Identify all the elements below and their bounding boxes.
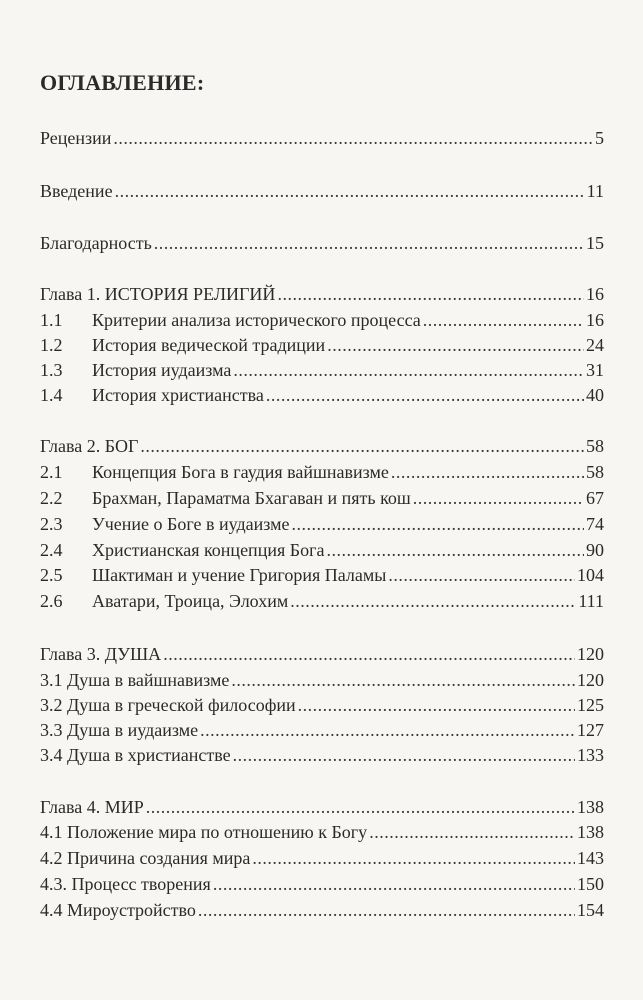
- toc-entry-page: 138: [577, 822, 604, 842]
- toc-dot-leader: [388, 563, 575, 587]
- toc-entry-page: 133: [577, 745, 604, 765]
- toc-section-1-2: [40, 333, 604, 357]
- toc-entry-page: 5: [595, 128, 604, 148]
- toc-entry-page: 127: [577, 720, 604, 740]
- toc-dot-leader: [327, 333, 584, 357]
- toc-entry-page: 90: [586, 540, 604, 560]
- toc-dot-leader: [290, 589, 576, 613]
- toc-entry-page: 58: [586, 462, 604, 482]
- toc-entry-page: 40: [586, 385, 604, 405]
- toc-entry-page: 125: [577, 695, 604, 715]
- toc-entry-page: 74: [586, 514, 604, 534]
- toc-chapter-1: [40, 282, 604, 306]
- toc-title: ОГЛАВЛЕНИЕ:: [40, 70, 205, 95]
- toc-chapter-4: [40, 795, 604, 819]
- toc-entry-acknowledgements: [40, 231, 604, 255]
- toc-dot-leader: [413, 486, 584, 510]
- toc-chapter-3: [40, 642, 604, 666]
- toc-entry-page: 24: [586, 335, 604, 355]
- toc-dot-leader: [266, 383, 584, 407]
- toc-entry-label: Рецензии: [40, 128, 112, 148]
- toc-entry-label: Благодарность: [40, 233, 152, 253]
- toc-entry-number: 2.1: [40, 462, 63, 482]
- toc-entry-label: История христианства: [92, 385, 264, 405]
- toc-entry-label: Брахман, Параматма Бхагаван и пять кош: [92, 488, 411, 508]
- toc-section-2-3: [40, 512, 604, 536]
- toc-entry-number: 2.5: [40, 565, 63, 585]
- toc-dot-leader: [326, 538, 584, 562]
- toc-dot-leader: [423, 308, 584, 332]
- toc-dot-leader: [163, 642, 575, 666]
- toc-entry-label: 4.3. Процесс творения: [40, 874, 211, 894]
- toc-entry-label: История ведической традиции: [92, 335, 326, 355]
- toc-entry-page: 120: [577, 670, 604, 690]
- toc-dot-leader: [213, 872, 575, 896]
- toc-entry-number: 1.3: [40, 360, 63, 380]
- toc-entry-label: 4.2 Причина создания мира: [40, 848, 251, 868]
- toc-section-4-2: [40, 846, 604, 870]
- toc-entry-label: Критерии анализа исторического процесса: [92, 310, 421, 330]
- toc-dot-leader: [198, 898, 575, 922]
- toc-entry-page: 67: [586, 488, 604, 508]
- toc-section-2-5: [40, 563, 604, 587]
- toc-section-2-6: [40, 589, 604, 613]
- toc-entry-label: Аватари, Троица, Элохим: [92, 591, 289, 611]
- toc-entry-label: Учение о Боге в иудаизме: [92, 514, 290, 534]
- toc-dot-leader: [231, 668, 575, 692]
- toc-entry-label: Христианская концепция Бога: [92, 540, 325, 560]
- toc-entry-number: 2.3: [40, 514, 63, 534]
- toc-entry-label: 3.2 Душа в греческой философии: [40, 695, 296, 715]
- toc-entry-label: Глава 1. ИСТОРИЯ РЕЛИГИЙ: [40, 284, 276, 304]
- toc-chapter-2: [40, 434, 604, 458]
- toc-section-4-4: [40, 898, 604, 922]
- toc-entry-number: 1.2: [40, 335, 63, 355]
- toc-section-1-1: [40, 308, 604, 332]
- toc-section-1-4: [40, 383, 604, 407]
- toc-dot-leader: [200, 718, 575, 742]
- toc-entry-page: 120: [577, 644, 604, 664]
- toc-section-1-3: [40, 358, 604, 382]
- toc-entry-page: 104: [577, 565, 604, 585]
- toc-entry-page: 11: [586, 181, 604, 201]
- toc-dot-leader: [292, 512, 584, 536]
- toc-entry-page: 58: [586, 436, 604, 456]
- toc-entry-label: 3.3 Душа в иудаизме: [40, 720, 199, 740]
- toc-entry-label: 3.1 Душа в вайшнавизме: [40, 670, 230, 690]
- toc-entry-label: Глава 4. МИР: [40, 797, 144, 817]
- toc-dot-leader: [146, 795, 575, 819]
- toc-entry-page: 16: [586, 310, 604, 330]
- toc-entry-introduction: [40, 179, 604, 203]
- toc-entry-page: 31: [586, 360, 604, 380]
- toc-entry-label: 3.4 Душа в христианстве: [40, 745, 231, 765]
- toc-entry-label: Введение: [40, 181, 113, 201]
- toc-section-3-2: [40, 693, 604, 717]
- toc-entry-number: 2.4: [40, 540, 63, 560]
- toc-section-2-1: [40, 460, 604, 484]
- toc-entry-label: История иудаизма: [92, 360, 232, 380]
- toc-entry-label: Шактиман и учение Григория Паламы: [92, 565, 387, 585]
- toc-dot-leader: [115, 179, 585, 203]
- toc-section-3-4: [40, 743, 604, 767]
- toc-entry-page: 143: [577, 848, 604, 868]
- toc-dot-leader: [252, 846, 575, 870]
- toc-entry-page: 154: [577, 900, 604, 920]
- toc-dot-leader: [277, 282, 584, 306]
- toc-entry-label: Глава 3. ДУША: [40, 644, 162, 664]
- toc-dot-leader: [113, 126, 593, 150]
- toc-entry-page: 16: [586, 284, 604, 304]
- toc-section-3-3: [40, 718, 604, 742]
- toc-entry-page: 150: [577, 874, 604, 894]
- toc-entry-page: 111: [578, 591, 604, 611]
- toc-section-4-1: [40, 820, 604, 844]
- toc-entry-number: 2.2: [40, 488, 63, 508]
- toc-dot-leader: [391, 460, 584, 484]
- toc-entry-number: 1.4: [40, 385, 63, 405]
- toc-entry-label: 4.4 Мироустройство: [40, 900, 196, 920]
- toc-entry-number: 2.6: [40, 591, 63, 611]
- toc-entry-label: Глава 2. БОГ: [40, 436, 139, 456]
- toc-dot-leader: [369, 820, 575, 844]
- toc-entry-label: 4.1 Положение мира по отношению к Богу: [40, 822, 368, 842]
- toc-entry-page: 138: [577, 797, 604, 817]
- toc-entry-reviews: [40, 126, 604, 150]
- toc-section-4-3: [40, 872, 604, 896]
- toc-dot-leader: [140, 434, 584, 458]
- toc-entry-number: 1.1: [40, 310, 63, 330]
- toc-entry-page: 15: [586, 233, 604, 253]
- toc-entry-label: Концепция Бога в гаудия вайшнавизме: [92, 462, 389, 482]
- toc-dot-leader: [298, 693, 575, 717]
- toc-dot-leader: [233, 743, 575, 767]
- toc-dot-leader: [233, 358, 584, 382]
- toc-dot-leader: [154, 231, 584, 255]
- toc-section-3-1: [40, 668, 604, 692]
- toc-section-2-4: [40, 538, 604, 562]
- toc-section-2-2: [40, 486, 604, 510]
